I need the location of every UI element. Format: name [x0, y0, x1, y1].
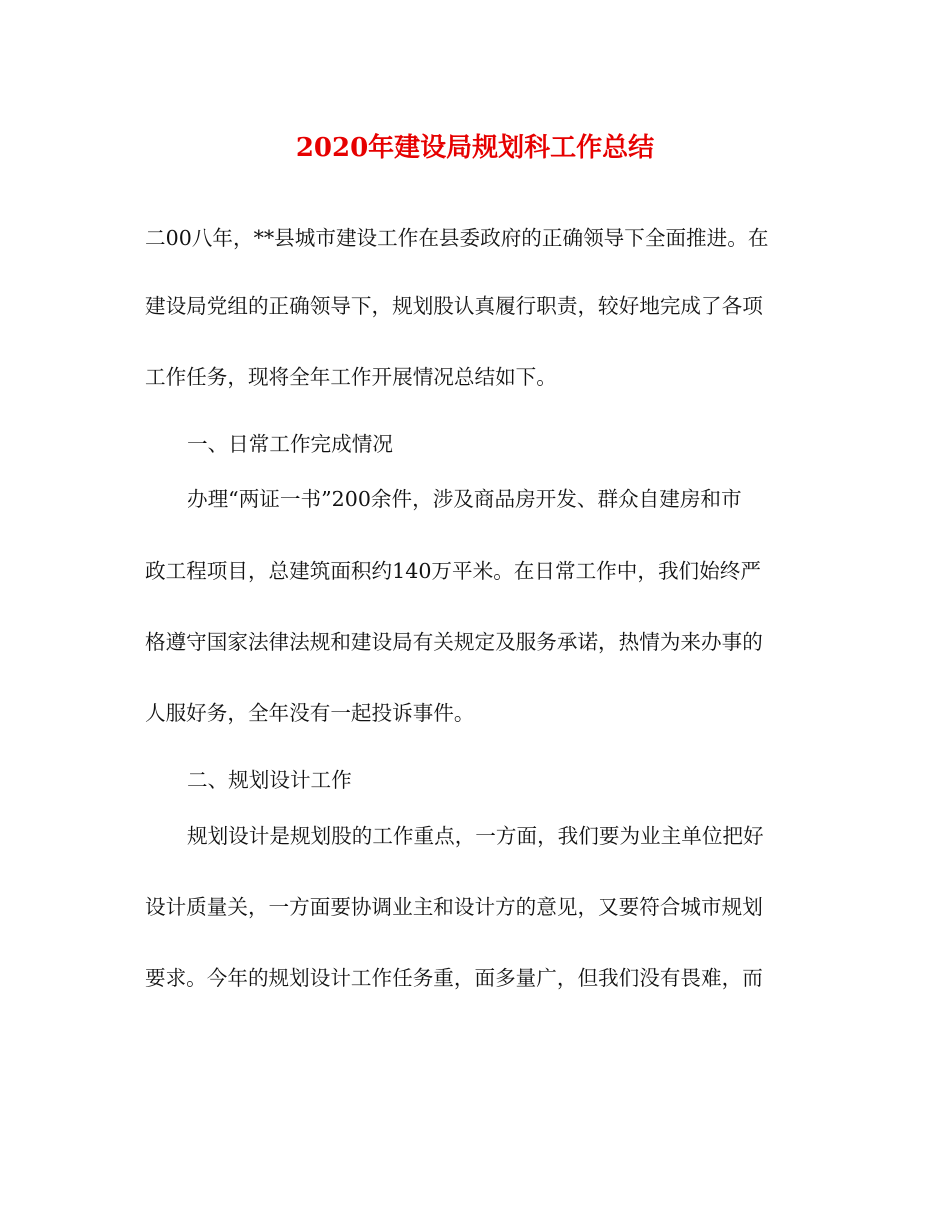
section-heading-daily-work: 一、日常工作完成情况	[187, 432, 393, 456]
paragraph-daily-work-line-4: 人服好务，全年没有一起投诉事件。	[145, 701, 475, 725]
paragraph-planning-design-line-1: 规划设计是规划股的工作重点，一方面，我们要为业主单位把好	[187, 824, 764, 848]
paragraph-daily-work-line-1: 办理“两证一书”200余件，涉及商品房开发、群众自建房和市	[187, 487, 742, 511]
document-title: 2020年建设局规划科工作总结	[295, 133, 655, 163]
paragraph-daily-work-line-3: 格遵守国家法律法规和建设局有关规定及服务承诺，热情为来办事的	[145, 630, 763, 654]
paragraph-planning-design-line-3: 要求。今年的规划设计工作任务重，面多量广，但我们没有畏难，而	[145, 966, 763, 990]
section-heading-planning-design: 二、规划设计工作	[187, 768, 352, 792]
paragraph-daily-work-line-2: 政工程项目，总建筑面积约140万平米。在日常工作中，我们始终严	[145, 559, 761, 583]
paragraph-intro-line-3: 工作任务，现将全年工作开展情况总结如下。	[145, 365, 557, 389]
paragraph-planning-design-line-2: 设计质量关，一方面要协调业主和设计方的意见，又要符合城市规划	[145, 895, 763, 919]
paragraph-intro-line-1: 二00八年，**县城市建设工作在县委政府的正确领导下全面推进。在	[145, 226, 769, 250]
paragraph-intro-line-2: 建设局党组的正确领导下，规划股认真履行职责，较好地完成了各项	[145, 294, 763, 318]
